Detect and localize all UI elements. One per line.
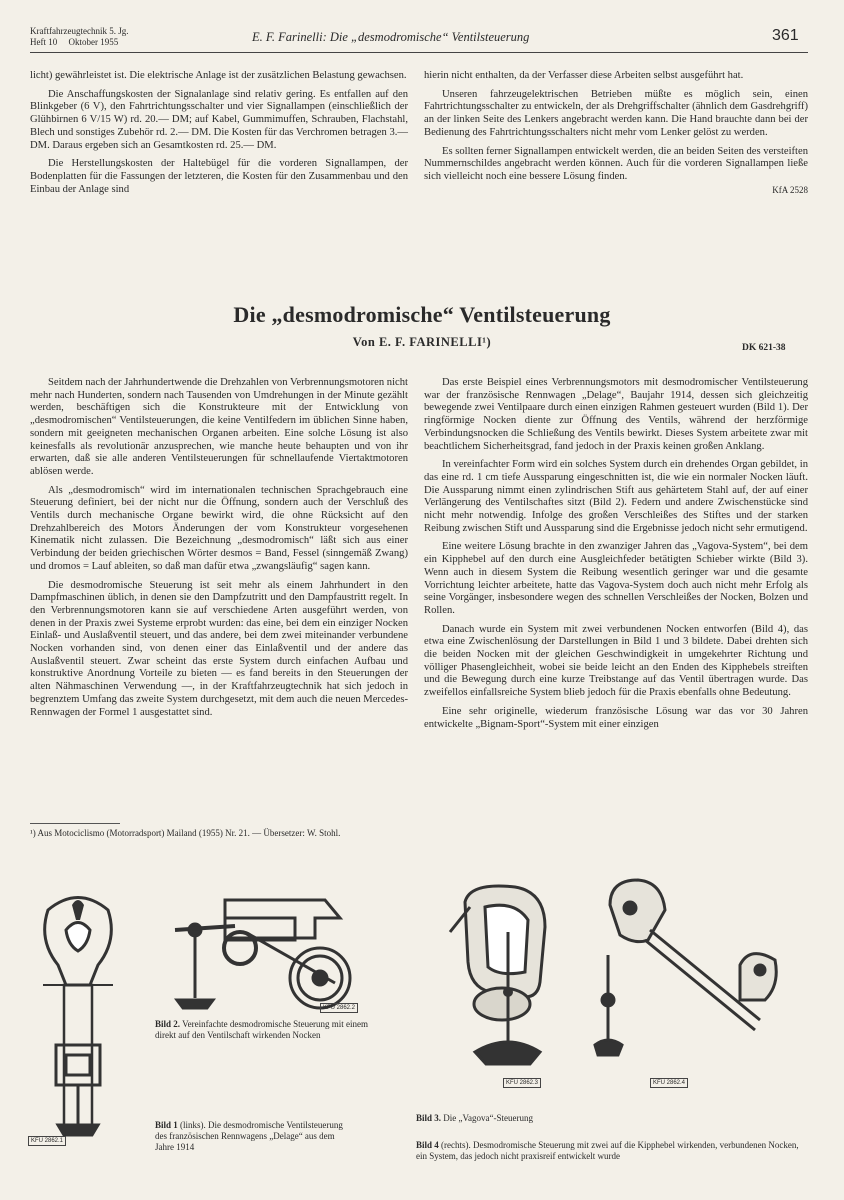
caption-text: Die „Vagova“-Steuerung — [443, 1113, 533, 1123]
paragraph: Das erste Beispiel eines Verbrennungsmotors mit desmodromischer Ventilsteuerung war der französische Rennwagen „Delage“, Baujahr 1914, dessen sich gleichzeitig bewegende zwei Ventilpaare durch einen einzigen Rahmen gesteuert wurden (Bild 1). Der ringförmige Nocken diente zur Öffnung des Ventils, während der herzförmige Verbindungsnocken die Schließung des Ventils bewirkt. Dieses System arbeitete zwar mit beachtlichem Sicherheitsgrad, fand jedoch in der Praxis keinen großen Anklang. — [424, 377, 808, 452]
paragraph: Die desmodromische Steuerung ist seit mehr als einem Jahrhundert in den Dampfmaschinen üblich, in denen sie den Dampfzutritt und den Dampfaustritt regelt. In den Verbrennungsmotoren kann sie auf verschiedene Arten ausgeführt werden, von denen in der Praxis zwei Systeme erprobt wurden: das eine, bei dem ein einziger Nocken Einlaß- und Auslaßventil steuert, und das andere, bei dem zwei miteinander verbundene Nocken vorhanden sind, von denen einer das Einlaßventil und der andere das Auslaßventil steuert. Zwar scheint das erste System durch einfachen Aufbau und konstruktive Anordnung Vorteile zu bieten — es fand bereits in den Steuerungen der alten Nähmaschinen Verwendung —, in der Kraftfahrzeugtechnik hat sich jedoch in begrenztem Umfang das zweite System durchgesetzt, mit dem auch die neuen Mercedes-Rennwagen der Formel 1 ausgestattet sind. — [30, 579, 408, 718]
article-right-column — [424, 377, 808, 731]
article-byline: Von E. F. FARINELLI¹) — [352, 335, 492, 349]
figure-tag: KFU 2862.1 — [28, 1136, 66, 1146]
caption-text: (links). Die desmodromische Ventilsteuerung des französischen Rennwagens „Delage“ aus dem Jahre 1914 — [155, 1120, 343, 1152]
caption-label: Bild 1 — [155, 1120, 178, 1130]
figure-tag: KFU 2862.2 — [320, 1003, 358, 1013]
header-rule — [30, 52, 808, 53]
paragraph: Eine sehr originelle, wiederum französische Lösung war das vor 30 Jahren entwickelte „Bignam-Sport“-System mit einer einzigen — [424, 705, 808, 730]
running-title: E. F. Farinelli: Die „desmodromische“ Ventilsteuerung — [252, 30, 530, 44]
caption-label: Bild 2. — [155, 1019, 181, 1029]
prev-article-right-column — [424, 70, 808, 196]
paragraph: Die Herstellungskosten der Haltebügel für die vorderen Signallampen, der Bodenplatten für die Fassungen der letzteren, die Kosten für den Zusammenbau und den Einbau der Anlage sind — [30, 158, 408, 195]
paragraph: Als „desmodromisch“ wird im internationalen technischen Sprachgebrauch eine Steuerung definiert, bei der nicht nur die Öffnung, sondern auch der Verschluß des Ventils durch mechanische Organe bewirkt wird, die ohne Rücksicht auf den Drehzahlbereich des Motors Änderungen der vom Konstrukteur vorgesehenen Kinematik nicht zulassen. Die Bezeichnung „desmodromisch“ läßt sich aus einer Verbindung der beiden griechischen Wörter desmos = Band, Fessel (sinngemäß Zwang) und dromos = Lauf ableiten, so daß man dafür etwa „zwangsläufig“ sagen kann. — [30, 484, 408, 572]
journal-line-2: Heft 10 Oktober 1955 — [30, 37, 119, 47]
article-title: Die „desmodromische“ Ventilsteuerung — [233, 302, 611, 327]
paragraph: Eine weitere Lösung brachte in den zwanziger Jahren das „Vagova-System“, bei dem ein Kipphebel auf den durch eine Ausgleichfeder betätigten Schieber wirkte (Bild 3). Wenn auch in diesem System die Reibung wesentlich geringer war und die gesamte Vorrichtung leichter arbeitete, hatte das Vagova-System doch auch nicht mehr Erfolg als seine Vorgänger, insbesondere wegen des schnellen Verschleißes der Nocken, Bolzen und Rollen. — [424, 541, 808, 616]
journal-info — [30, 26, 128, 48]
article-signature: KfA 2528 — [772, 184, 808, 195]
dk-classification: DK 621-38 — [742, 343, 786, 353]
figure-bild-4 — [590, 870, 815, 1095]
paragraph: Seitdem nach der Jahrhundertwende die Drehzahlen von Verbrennungsmotoren nicht mehr nach Hunderten, sondern nach Tausenden von Umdrehungen in der Minute gezählt werden, beschäftigen sich die Konstrukteure mit der Entwicklung von „desmodromischen“ Ventilsteuerungen, die keine Ventilfedern im üblichen Sinne haben, sondern mit geeigneten mechanischen Organen arbeiten. Eine solche Lösung ist also keinesfalls als revolutionär anzusprechen, wie manche heute behaupten und von ihr erwarten, daß sie alle anderen Ventilsteuerungen für schnellaufende Viertaktmotoren ablösen werde. — [30, 377, 408, 477]
caption-bild-1 — [155, 1120, 355, 1153]
figure-tag: KFU 2862.4 — [650, 1078, 688, 1088]
prev-article-left-column — [30, 70, 408, 196]
footnote: ¹) Aus Motociclismo (Motorradsport) Mailand (1955) Nr. 21. — Übersetzer: W. Stohl. — [30, 828, 341, 838]
paragraph: hierin nicht enthalten, da der Verfasser diese Arbeiten selbst ausgeführt hat. — [424, 70, 744, 81]
figure-tag: KFU 2862.3 — [503, 1078, 541, 1088]
caption-label: Bild 4 — [416, 1140, 439, 1150]
figure-bild-3 — [430, 872, 570, 1097]
article-left-column — [30, 377, 408, 719]
footnote-rule — [30, 823, 120, 824]
paragraph: licht) gewährleistet ist. Die elektrische Anlage ist der zusätzlichen Belastung gewachsen. — [30, 70, 407, 81]
paragraph: Es sollten ferner Signallampen entwickelt werden, die an beiden Seiten des versteiften Nummernschildes angebracht werden können. Auch für die vorderen Signallampen ließe sich vielleicht noch eine bessere Lösung finden. — [424, 145, 808, 182]
caption-text: Vereinfachte desmodromische Steuerung mit einem direkt auf den Ventilschaft wirkenden Nocken — [155, 1019, 369, 1040]
paragraph: Die Anschaffungskosten der Signalanlage sind relativ gering. Es entfallen auf den Blinkgeber (6 V), den Fahrtrichtungsschalter und vier Signallampen (einschließlich der Glühbirnen 6 V/15 W) rd. 20.— DM; auf Kabel, Gummimuffen, Schrauben, Flachstahl, Blech und sonstiges Zubehör rd. 2.— DM. Die Kosten für das Verchromen betragen 3.— DM. Daraus ergeben sich an Gesamtkosten rd. 25.— DM. — [30, 88, 408, 151]
figure-bild-2 — [155, 888, 370, 1018]
figure-bild-1 — [28, 885, 128, 1147]
journal-line-1: Kraftfahrzeugtechnik 5. Jg. — [30, 26, 129, 36]
page-number: 361 — [772, 27, 799, 44]
caption-bild-3 — [416, 1113, 616, 1124]
caption-bild-4 — [416, 1140, 808, 1162]
caption-text: (rechts). Desmodromische Steuerung mit zwei auf die Kipphebel wirkenden, verbundenen Nocken, ein System, das jedoch nicht praxisreif entwickelt wurde — [416, 1140, 799, 1161]
caption-bild-2 — [155, 1019, 375, 1041]
paragraph: Unseren fahrzeugelektrischen Betrieben müßte es möglich sein, einen Fahrtrichtungsschalter zu entwickeln, der als Drehgriffschalter (ähnlich dem Gasdrehgriff) an der linken Seite des Lenkers angebracht werden kann. Die Hand brauchte dann bei der Bedienung des Fahrtrichtungsschalters nicht mehr vom Lenker gelöst zu werden. — [424, 88, 808, 138]
paragraph: In vereinfachter Form wird ein solches System durch ein drehendes Organ gebildet, in das eine rd. 1 cm tiefe Aussparung eingeschnitten ist, die wie ein normaler Nocken läuft. Die Aussparung nimmt einen zylindrischen Stift aus gehärtetem Stahl auf, der auf einer Verlängerung des Ventilschaftes sitzt (Bild 2). Federn und andere Zwischenstücke sind nicht mehr notwendig. Infolge des großen Verschleißes des Stiftes und der starken Reibung zwischen Stift und Aussparung sind die Ergebnisse jedoch nicht sehr ermutigend. — [424, 459, 808, 534]
paragraph: Danach wurde ein System mit zwei verbundenen Nocken entworfen (Bild 4), das etwa eine Zwischenlösung der Darstellungen in Bild 1 und 3 bildete. Dabei drehten sich die beiden Nocken mit der gleichen Geschwindigkeit in umgekehrter Richtung und völliger Phasengleichheit, wobei sie beide leicht an den Enden des Kipphebels streiften und die Bewegung durch eine kurze Treibstange auf das Ventil übertragen wurde. Das zweifellos einfallsreiche System blieb jedoch für die Praxis ebenfalls ohne Bedeutung. — [424, 623, 808, 699]
caption-label: Bild 3. — [416, 1113, 442, 1123]
